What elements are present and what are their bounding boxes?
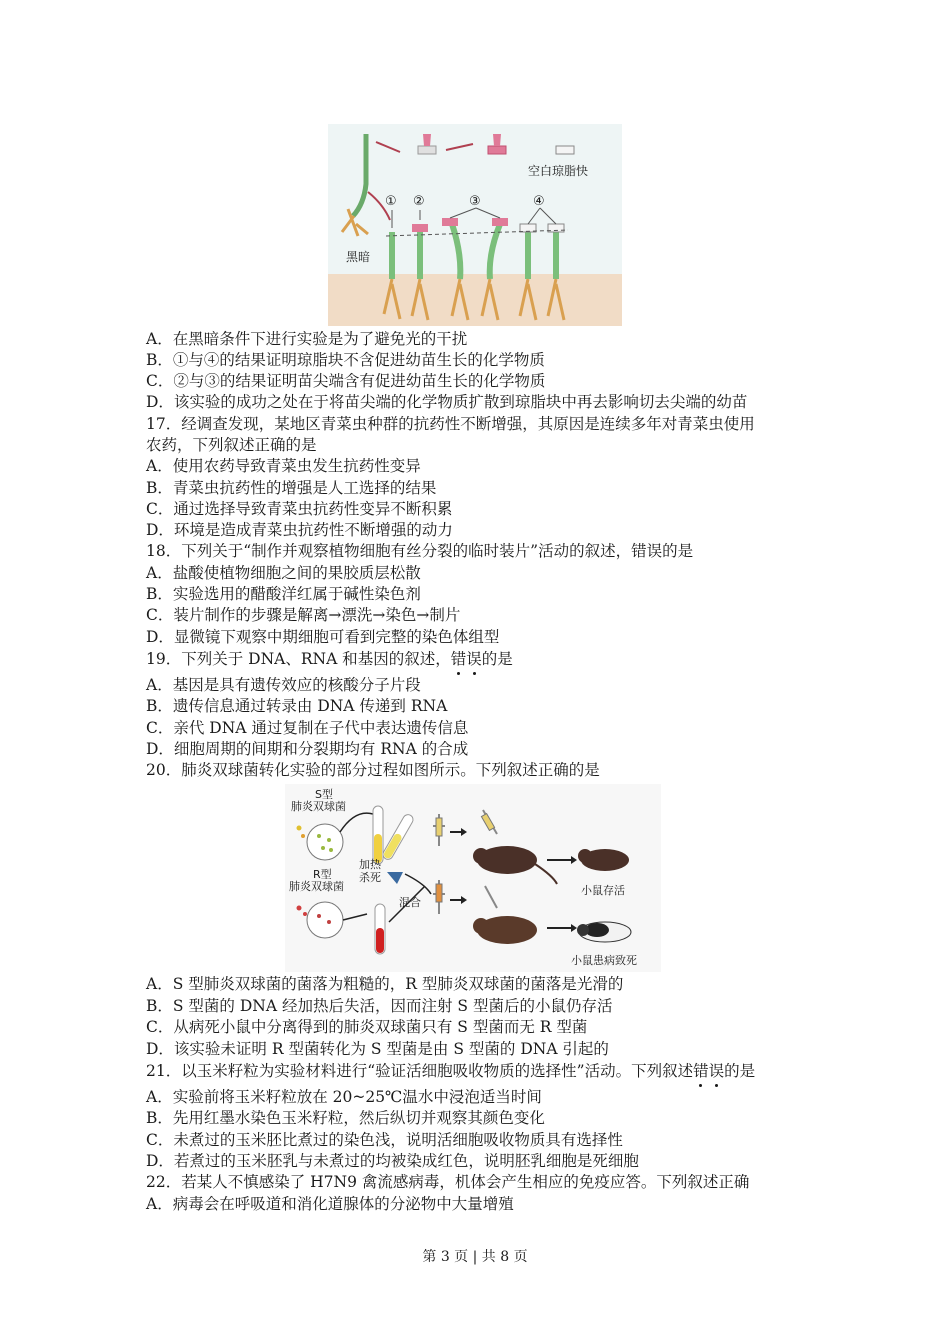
q22-option-a: A．病毒会在呼吸道和消化道腺体的分泌物中大量增殖 bbox=[146, 1195, 514, 1213]
q19-emphasis bbox=[451, 650, 482, 668]
q21-stem-post: 的是 bbox=[724, 1062, 756, 1080]
q20-option-c: C．从病死小鼠中分离得到的肺炎双球菌只有 S 型菌而无 R 型菌 bbox=[146, 1018, 588, 1036]
q18-option-c: C．装片制作的步骤是解离→漂洗→染色→制片 bbox=[146, 606, 461, 624]
q18-option-d: D．显微镜下观察中期细胞可看到完整的染色体组型 bbox=[146, 628, 500, 646]
q16-option-d: D．该实验的成功之处在于将苗尖端的化学物质扩散到琼脂块中再去影响切去尖端的幼苗 bbox=[146, 393, 748, 411]
q17-option-a: A．使用农药导致青菜虫发生抗药性变异 bbox=[146, 457, 421, 475]
q21-option-b: B．先用红墨水染色玉米籽粒，然后纵切并观察其颜色变化 bbox=[146, 1109, 545, 1127]
q19-stem-post: 的是 bbox=[481, 650, 513, 668]
q17-stem-line1: 17．经调查发现，某地区青菜虫种群的抗药性不断增强，其原因是连续多年对青菜虫使用 bbox=[146, 415, 755, 433]
mix-label: 混合 bbox=[399, 896, 421, 909]
q18-option-a: A．盐酸使植物细胞之间的果胶质层松散 bbox=[146, 564, 421, 582]
darkness-label: 黑暗 bbox=[346, 250, 371, 264]
marker-1: ① bbox=[385, 194, 397, 209]
q17-option-d: D．环境是造成青菜虫抗药性不断增强的动力 bbox=[146, 521, 453, 539]
q21-stem bbox=[146, 1061, 755, 1081]
heat-label-2: 杀死 bbox=[359, 871, 381, 884]
q20-option-d: D．该实验未证明 R 型菌转化为 S 型菌是由 S 型菌的 DNA 引起的 bbox=[146, 1040, 609, 1058]
q18-option-b: B．实验选用的醋酸洋红属于碱性染色剂 bbox=[146, 585, 421, 603]
q19-emph-text: 错误 bbox=[450, 650, 482, 668]
q19-stem-pre: 19．下列关于 DNA、RNA 和基因的叙述， bbox=[146, 650, 451, 668]
mouse-dead-label: 小鼠患病致死 bbox=[571, 954, 637, 967]
coleoptile-agar-figure bbox=[328, 124, 622, 326]
q17-option-b: B．青菜虫抗药性的增强是人工选择的结果 bbox=[146, 479, 437, 497]
emphasis-dot bbox=[473, 672, 476, 675]
agar-block-label: 空白琼脂快 bbox=[528, 164, 589, 178]
coleoptile-agar-diagram bbox=[328, 124, 622, 326]
q20-option-a: A．S 型肺炎双球菌的菌落为粗糙的，R 型肺炎双球菌的菌落是光滑的 bbox=[146, 975, 624, 993]
q19-option-c: C．亲代 DNA 通过复制在子代中表达遗传信息 bbox=[146, 719, 469, 737]
q19-option-b: B．遗传信息通过转录由 DNA 传递到 RNA bbox=[146, 697, 448, 715]
s-type-label-2: 肺炎双球菌 bbox=[291, 800, 346, 813]
q16-option-a: A．在黑暗条件下进行实验是为了避免光的干扰 bbox=[146, 330, 468, 348]
heat-label-1: 加热 bbox=[359, 858, 381, 871]
mouse-alive-label: 小鼠存活 bbox=[581, 884, 625, 897]
s-type-label-1: S型 bbox=[315, 788, 333, 801]
emphasis-dot bbox=[699, 1084, 702, 1087]
r-type-label-2: 肺炎双球菌 bbox=[289, 880, 344, 893]
q16-option-c: C．②与③的结果证明苗尖端含有促进幼苗生长的化学物质 bbox=[146, 372, 546, 390]
marker-3: ③ bbox=[469, 194, 481, 209]
q21-stem-pre: 21．以玉米籽粒为实验材料进行“验证活细胞吸收物质的选择性”活动。下列叙述 bbox=[146, 1062, 694, 1080]
r-type-label-1: R型 bbox=[313, 868, 332, 881]
q21-option-a: A．实验前将玉米籽粒放在 20~25℃温水中浸泡适当时间 bbox=[146, 1088, 542, 1106]
q21-emph-text: 错误 bbox=[693, 1062, 725, 1080]
q17-option-c: C．通过选择导致青菜虫抗药性变异不断积累 bbox=[146, 500, 453, 518]
q19-option-a: A．基因是具有遗传效应的核酸分子片段 bbox=[146, 676, 421, 694]
q20-option-b: B．S 型菌的 DNA 经加热后失活，因而注射 S 型菌后的小鼠仍存活 bbox=[146, 997, 613, 1015]
q17-stem-line2: 农药，下列叙述正确的是 bbox=[146, 436, 317, 454]
q21-option-c: C．未煮过的玉米胚比煮过的染色浅，说明活细胞吸收物质具有选择性 bbox=[146, 1131, 623, 1149]
q20-stem: 20．肺炎双球菌转化实验的部分过程如图所示。下列叙述正确的是 bbox=[146, 761, 600, 779]
pneumococcus-figure bbox=[285, 784, 661, 972]
q18-stem: 18．下列关于“制作并观察植物细胞有丝分裂的临时装片”活动的叙述，错误的是 bbox=[146, 542, 694, 560]
q22-stem: 22．若某人不慎感染了 H7N9 禽流感病毒，机体会产生相应的免疫应答。下列叙述正确 bbox=[146, 1173, 750, 1191]
marker-4: ④ bbox=[533, 194, 545, 209]
q19-option-d: D．细胞周期的间期和分裂期均有 RNA 的合成 bbox=[146, 740, 469, 758]
q21-option-d: D．若煮过的玉米胚乳与未煮过的均被染成红色，说明胚乳细胞是死细胞 bbox=[146, 1152, 639, 1170]
marker-2: ② bbox=[413, 194, 425, 209]
q19-stem bbox=[146, 649, 513, 669]
q21-emphasis bbox=[693, 1062, 724, 1080]
emphasis-dot bbox=[457, 672, 460, 675]
page-footer: 第 3 页 | 共 8 页 bbox=[422, 1249, 528, 1265]
emphasis-dot bbox=[715, 1084, 718, 1087]
q16-option-b: B．①与④的结果证明琼脂块不含促进幼苗生长的化学物质 bbox=[146, 351, 545, 369]
